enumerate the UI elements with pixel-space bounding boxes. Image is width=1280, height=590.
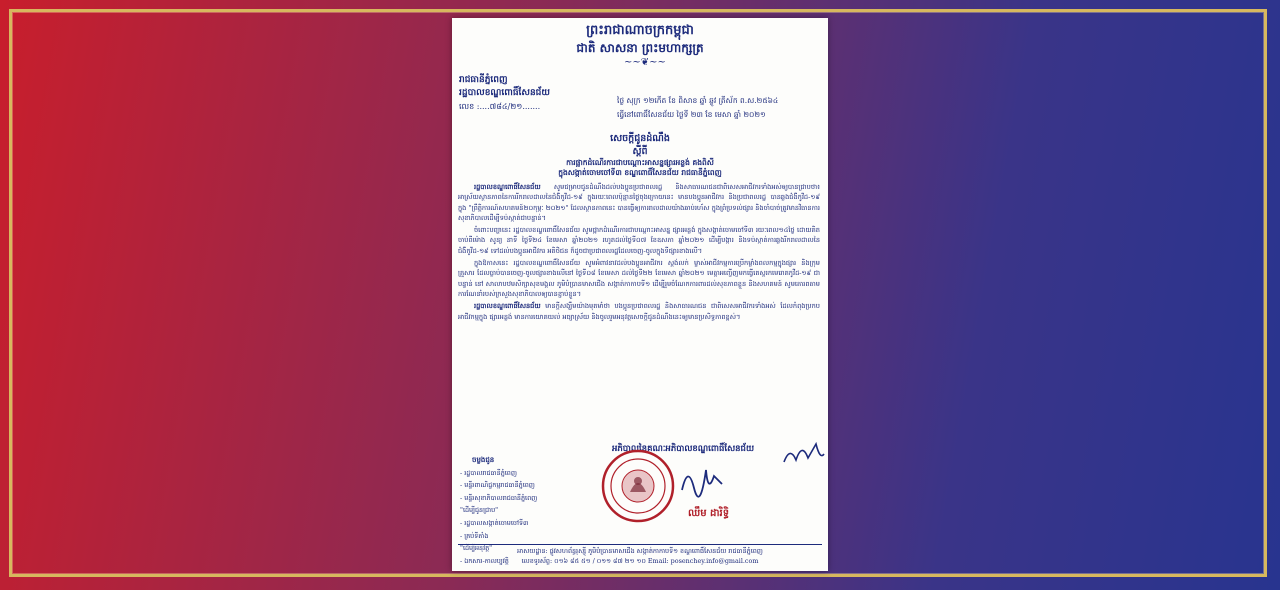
footer-divider	[458, 544, 822, 545]
copy-to-item: - រដ្ឋបាលសង្កាត់ចោមចៅទី៣	[460, 518, 529, 527]
document-footer	[452, 546, 828, 566]
copy-to-item: "ដើម្បីអនុវត្ត"	[460, 544, 493, 553]
lunar-date: ថ្ងៃ សុក្រ ១២កើត ខែ ពិសាខ ឆ្នាំ ឆ្លូវ ត្រីស័ក ព.ស.២៥៦៤	[617, 96, 779, 105]
official-notice-document	[452, 18, 828, 571]
motto-header: ជាតិ សាសនា ព្រះមហាក្សត្រ	[576, 41, 704, 55]
body-paragraph-4	[458, 301, 820, 322]
copy-to-item: - រដ្ឋបាលរាជធានីភ្នំពេញ	[460, 468, 517, 477]
solar-date: ធ្វើនៅពោធិ៍សែនជ័យ ថ្ងៃទី ២៣ ខែ មេសា ឆ្នាំ ២០២១	[617, 110, 766, 119]
notice-body	[458, 182, 820, 324]
issuing-authority-block	[459, 74, 550, 113]
signer-title: អភិបាលនៃគណៈអភិបាលខណ្ឌពោធិ៍សែនជ័យ	[612, 444, 755, 454]
footer-address: អាសយដ្ឋាន: ផ្លូវសហព័ន្ធរុស្ស៊ី ភូមិបំប្រានមាសជើង សង្កាត់កាកាបទី១ ខណ្ឌពោធិ៍សែនជ័យ រាជធានីភ្នំពេញ	[517, 547, 763, 555]
para4-text: មានក្តីសង្ឃឹមយ៉ាងមុតមាំថា បងប្អូនប្រជាពលរដ្ឋ និងសាធារណជន ជាពិសេសអាជីវករទាំងអស់ ដែលកំពុងប្រកបអាជីវកម្មក្នុង ផ្សារអន្លង់ មានការយោគយល់ អធ្យាស្រ័យ និងចូលរួមអនុវត្តសេចក្តីជូនដំណឹងនេះឲ្យមានប្រសិទ្ធភាពខ្ពស់។	[458, 302, 820, 321]
body-paragraph-1	[458, 182, 820, 223]
ornament-divider: ~~❦~~	[624, 57, 666, 68]
signer-name: ឈឹម ដារិទ្ធិ	[688, 508, 730, 519]
para1-lead: រដ្ឋបាលខណ្ឌពោធិ៍សែនជ័យ	[474, 183, 541, 191]
official-seal-icon	[600, 448, 676, 524]
copy-to-item: - ឯកសារ-កាលប្បវត្តិ	[460, 556, 509, 565]
date-block	[617, 94, 778, 122]
copy-to-item: - គ្រប់ទីតាំង	[460, 531, 489, 540]
copy-to-title: ចម្លងជូន	[472, 455, 495, 464]
kingdom-header: ព្រះរាជាណាចក្រកម្ពុជា	[586, 23, 694, 38]
copy-to-item: "ដើម្បីជូនជ្រាប"	[460, 506, 499, 515]
body-paragraph-2: ចំពោះបញ្ហានេះ រដ្ឋបាលខណ្ឌពោធិ៍សែនជ័យ សូមផ្អាកដំណើរការជាបណ្តោះអាសន្ន ផ្សារអន្លង់ ក្នុងសង្កាត់ចោមចៅទី៣ រយៈពេល១៤ថ្ងៃ ដោយគិតចាប់ពីម៉ោង សូន្យ នាទី ថ្ងៃទី២៤ ខែមេសា ឆ្នាំ២០២១ រហូតដល់ថ្ងៃទី០៧ ខែឧសភា ឆ្នាំ២០២១ ដើម្បីបង្ការ និងទប់ស្កាត់ការឆ្លងរីករាលដាលនៃជំងឺកូវីដ-១៩ ទៅដល់បងប្អូនអាជីវករ អតិថិជន ក៏ដូចជាប្រជាពលរដ្ឋដែលចេញ-ចូលក្នុងទីផ្សារខាងលើ។	[458, 226, 820, 255]
authority-district: រដ្ឋបាលខណ្ឌពោធិ៍សែនជ័យ	[459, 88, 550, 98]
copy-to-item: - មន្ទីរពាណិជ្ជកម្មរាជធានីភ្នំពេញ	[460, 481, 535, 490]
subject-line-1: ការផ្អាកដំណើរការជាបណ្តោះអាសន្នផ្សារអន្លង់ គងពិសី	[566, 158, 714, 167]
footer-contact: លេខទូរស័ព្ទ: ០១៦ ៨៥ ៥១ / ០១១ ៨៧ ២១ ១០ Email: posenchey.info@gmail.com	[521, 557, 759, 565]
notice-title	[452, 132, 828, 158]
para4-lead: រដ្ឋបាលខណ្ឌពោធិ៍សែនជ័យ	[474, 302, 541, 311]
notice-subject	[452, 158, 828, 178]
notice-title-sub: ស្តីពី	[632, 146, 648, 157]
body-paragraph-3: ក្នុងឱកាសនេះ រដ្ឋបាលខណ្ឌពោធិ៍សែនជ័យ សូមអំពាវនាវដល់បងប្អូនអាជីវករ ស្តង់លក់ ម្ចាស់អាជីវកម្មការប្រើកម្លាំងពលកម្មក្នុងផ្សារ និងក្រុមគ្រួសារ ដែលធ្លាប់បានចេញ-ចូលផ្សារខាងលើនៅ ថ្ងៃទី០៨ ខែមេសា ដល់ថ្ងៃទី២២ ខែមេសា ឆ្នាំ២០២១ មេត្តាអញ្ជើញមកធ្វើតេស្តរកមេរោគកូវីដ-១៩ ជាបន្ទាន់ នៅ សាលាបឋមសិក្សាសុខមង្គល ភូមិបំប្រានមាសជើង សង្កាត់កាកាបទី១ ដើម្បីរួមចំណែកការពារដល់សុខភាពខ្លួន និងសហគមន៍ សូមគោរពតាមការណែនាំរបស់ក្រសួងសុខាភិបាលឲ្យបានខ្ជាប់ខ្ជួន។	[458, 259, 820, 298]
copy-to-item: - មន្ទីរសុខាភិបាលរាជធានីភ្នំពេញ	[460, 493, 538, 502]
authority-capital: រាជធានីភ្នំពេញ	[459, 75, 508, 85]
subject-line-2: ក្នុងសង្កាត់ចោមចៅទី៣ ខណ្ឌពោធិ៍សែនជ័យ រាជធានីភ្នំពេញ	[558, 168, 722, 177]
initials-signature-icon	[782, 436, 826, 470]
signature-icon	[678, 460, 728, 500]
reference-number: លេខ :....៧៨៤/២១.......	[459, 102, 541, 111]
notice-title-main: សេចក្តីជូនដំណឹង	[610, 133, 670, 144]
para1-text: សូមជម្រាបជូនដំណឹងដល់បងប្អូនប្រជាពលរដ្ឋ និងសាធារណជនជាពិសេសអាជីវករទាំងអស់ឲ្យបានជ្រាបថា៖ អាស្រ័យស្ថានភាពនៃការរីករាលដាលនៃជំងឺកូវីដ-១៩ ក្នុងរយៈពេលប៉ុន្មានថ្ងៃចុងក្រោយនេះ មានបងប្អូនអាជីវករ និងប្រជាពលរដ្ឋ បានឆ្លងជំងឺកូវីដ-១៩ ក្នុង "ព្រឹត្តិការណ៍សហគមន៍២០កុម្ភៈ ២០២១" ដែលស្ថានភាពនេះ បានធ្វើឲ្យការរាលដាលយ៉ាងឆាប់រហ័ស ក្នុងព្រំប្រទល់ផ្សារ និងចាំបាច់ត្រូវមានវិធានការ សុខាភិបាលដើម្បីទប់ស្កាត់ជាបន្ទាន់។	[458, 183, 820, 222]
